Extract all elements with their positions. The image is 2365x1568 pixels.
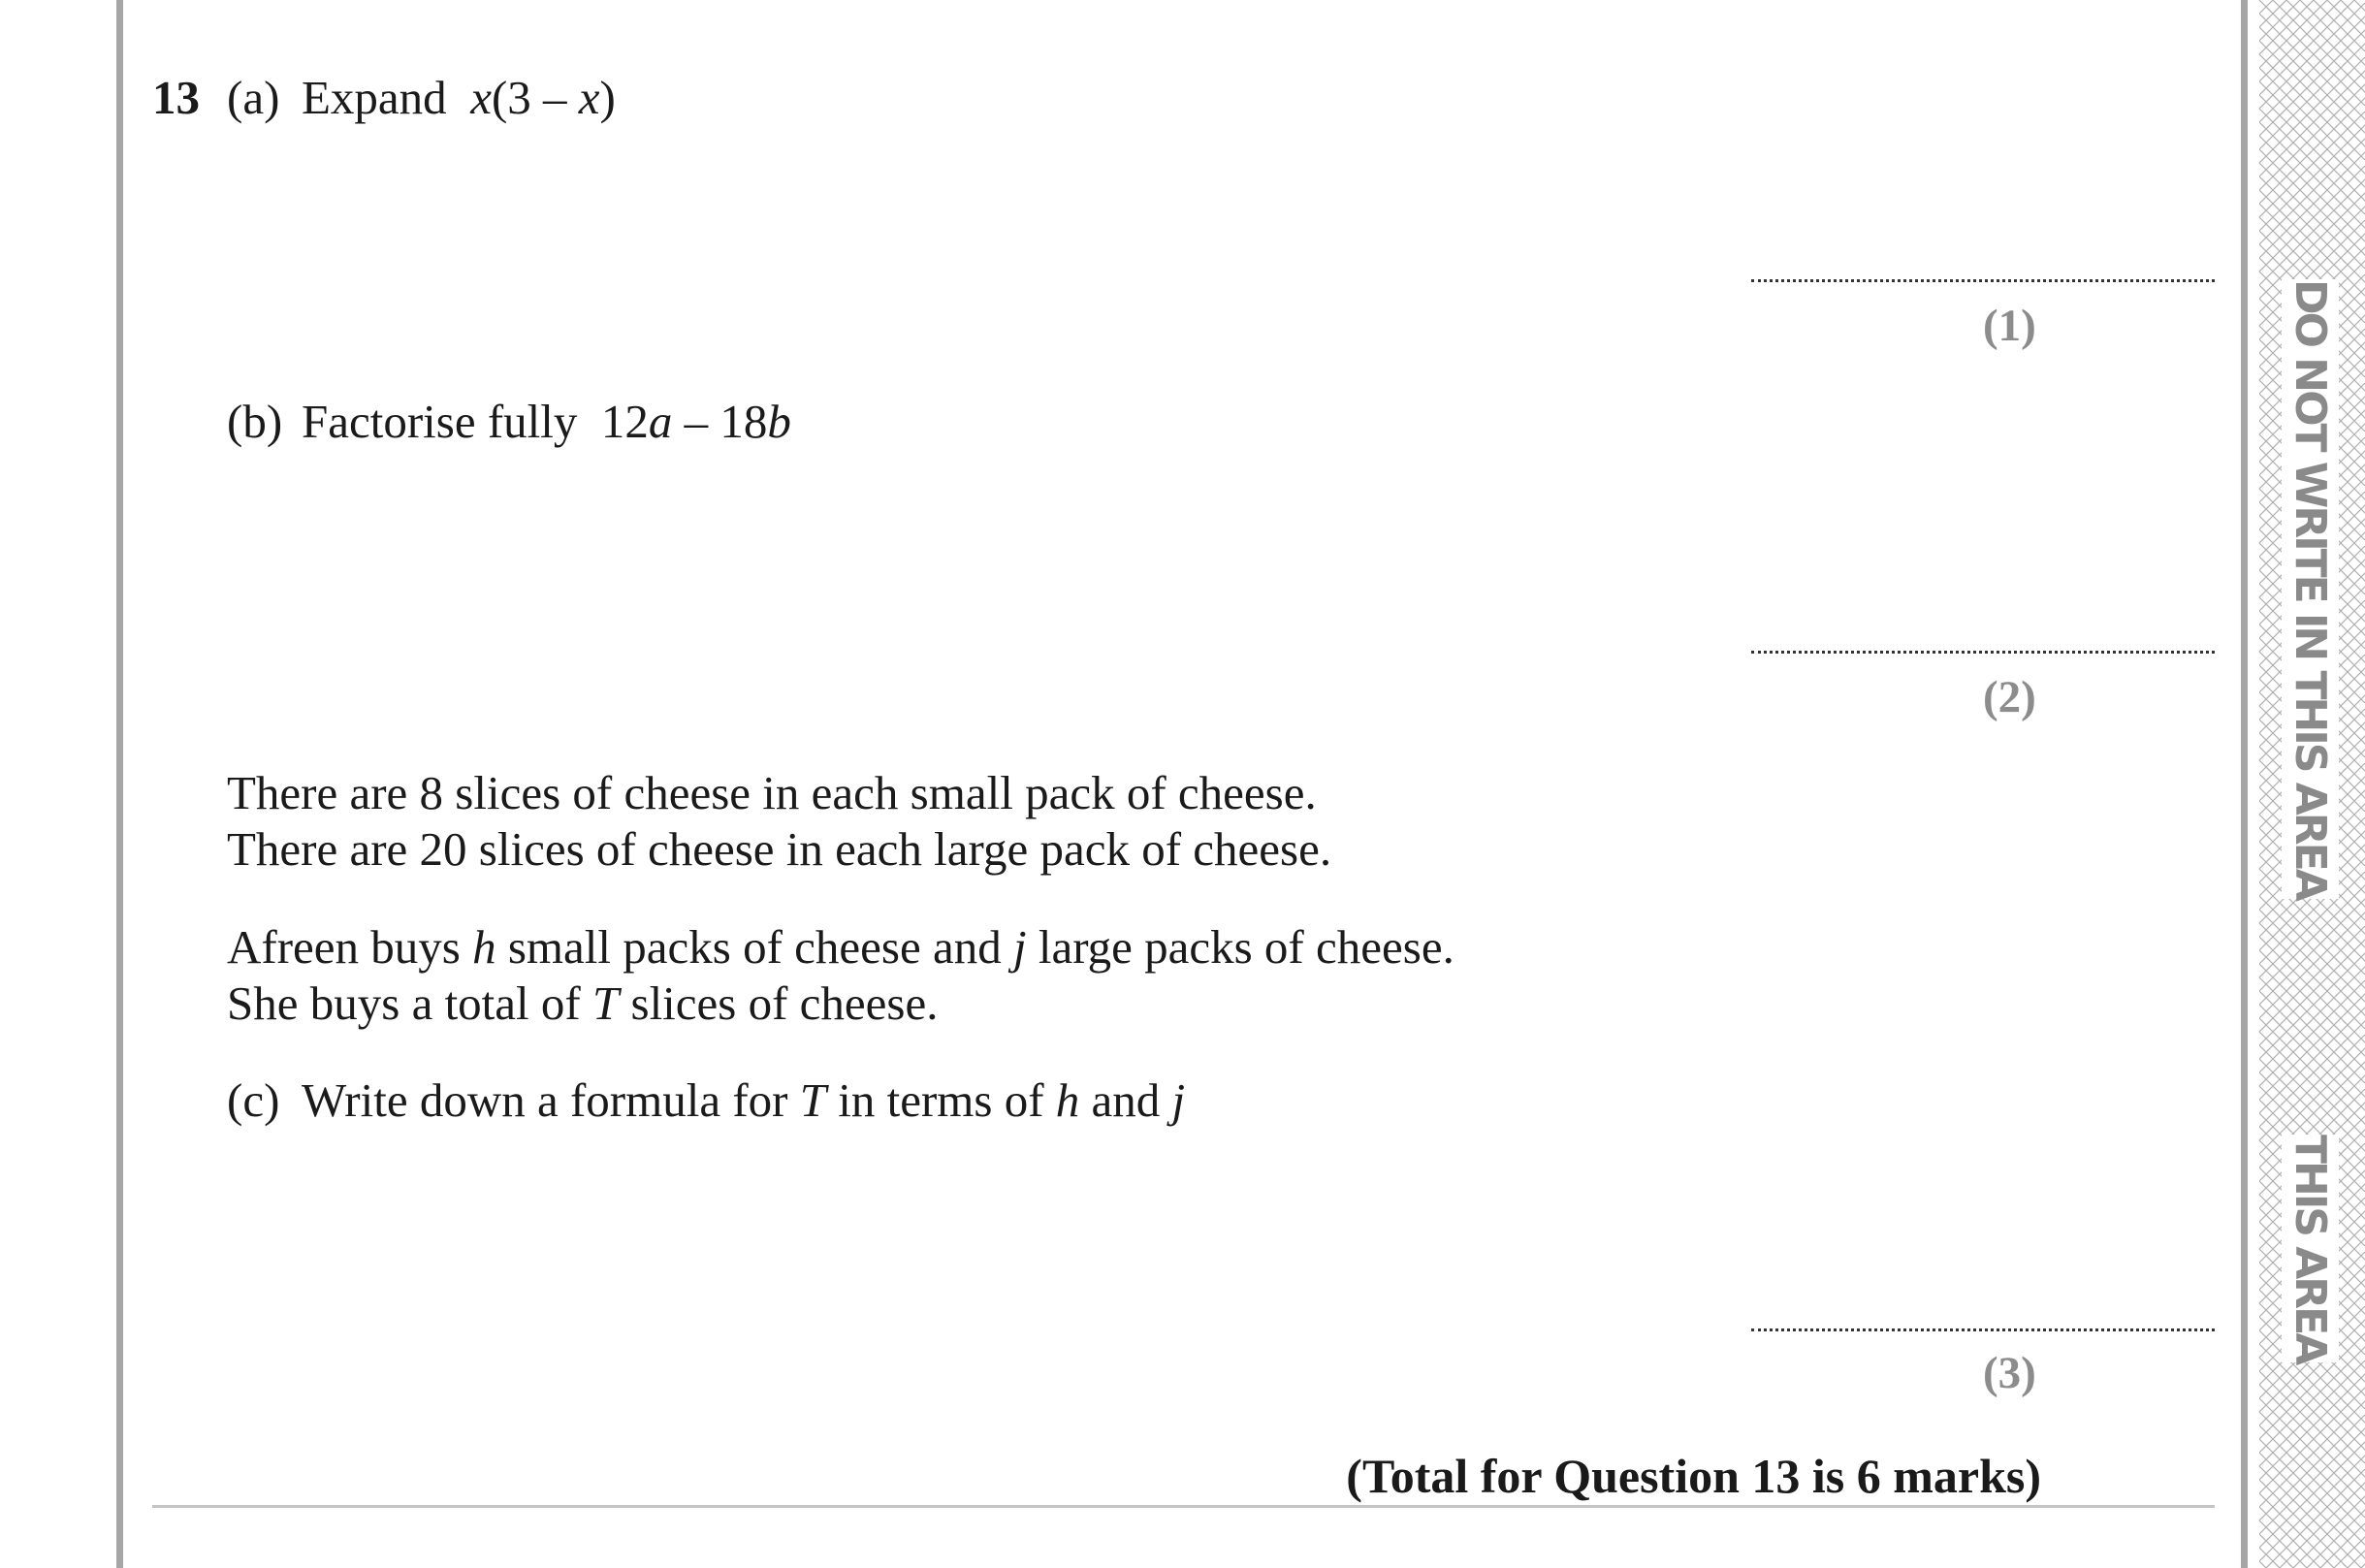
marks-a: (1)	[1983, 301, 2036, 351]
part-c-label: (c)	[227, 1073, 280, 1127]
context-line-3: Afreen buys h small packs of cheese and j large packs of cheese.	[227, 920, 1454, 974]
part-c-text: Write down a formula for T in terms of h and j	[302, 1073, 1186, 1127]
question-number: 13	[152, 71, 200, 124]
left-margin-rule	[116, 0, 123, 1568]
margin-warning-lower: THIS AREA	[2282, 1135, 2339, 1362]
answer-line-a[interactable]	[1751, 279, 2215, 282]
total-marks: (Total for Question 13 is 6 marks)	[1346, 1449, 2041, 1503]
context-line-4: She buys a total of T slices of cheese.	[227, 976, 939, 1030]
part-a-text: Expand x(3 – x)	[302, 71, 616, 124]
answer-line-c[interactable]	[1751, 1328, 2215, 1331]
part-a-label: (a)	[227, 71, 280, 124]
context-line-1: There are 8 slices of cheese in each small pack of cheese.	[227, 766, 1317, 819]
part-b-label: (b)	[227, 395, 283, 448]
context-line-2: There are 20 slices of cheese in each large pack of cheese.	[227, 822, 1332, 876]
question-end-rule	[152, 1505, 2215, 1508]
marks-b: (2)	[1983, 672, 2036, 722]
marks-c: (3)	[1983, 1348, 2036, 1398]
margin-warning-upper: DO NOT WRITE IN THIS AREA	[2282, 279, 2339, 899]
part-b-text: Factorise fully 12a – 18b	[302, 395, 791, 448]
do-not-write-margin	[2259, 0, 2365, 1568]
right-margin-rule	[2241, 0, 2248, 1568]
answer-line-b[interactable]	[1751, 651, 2215, 654]
